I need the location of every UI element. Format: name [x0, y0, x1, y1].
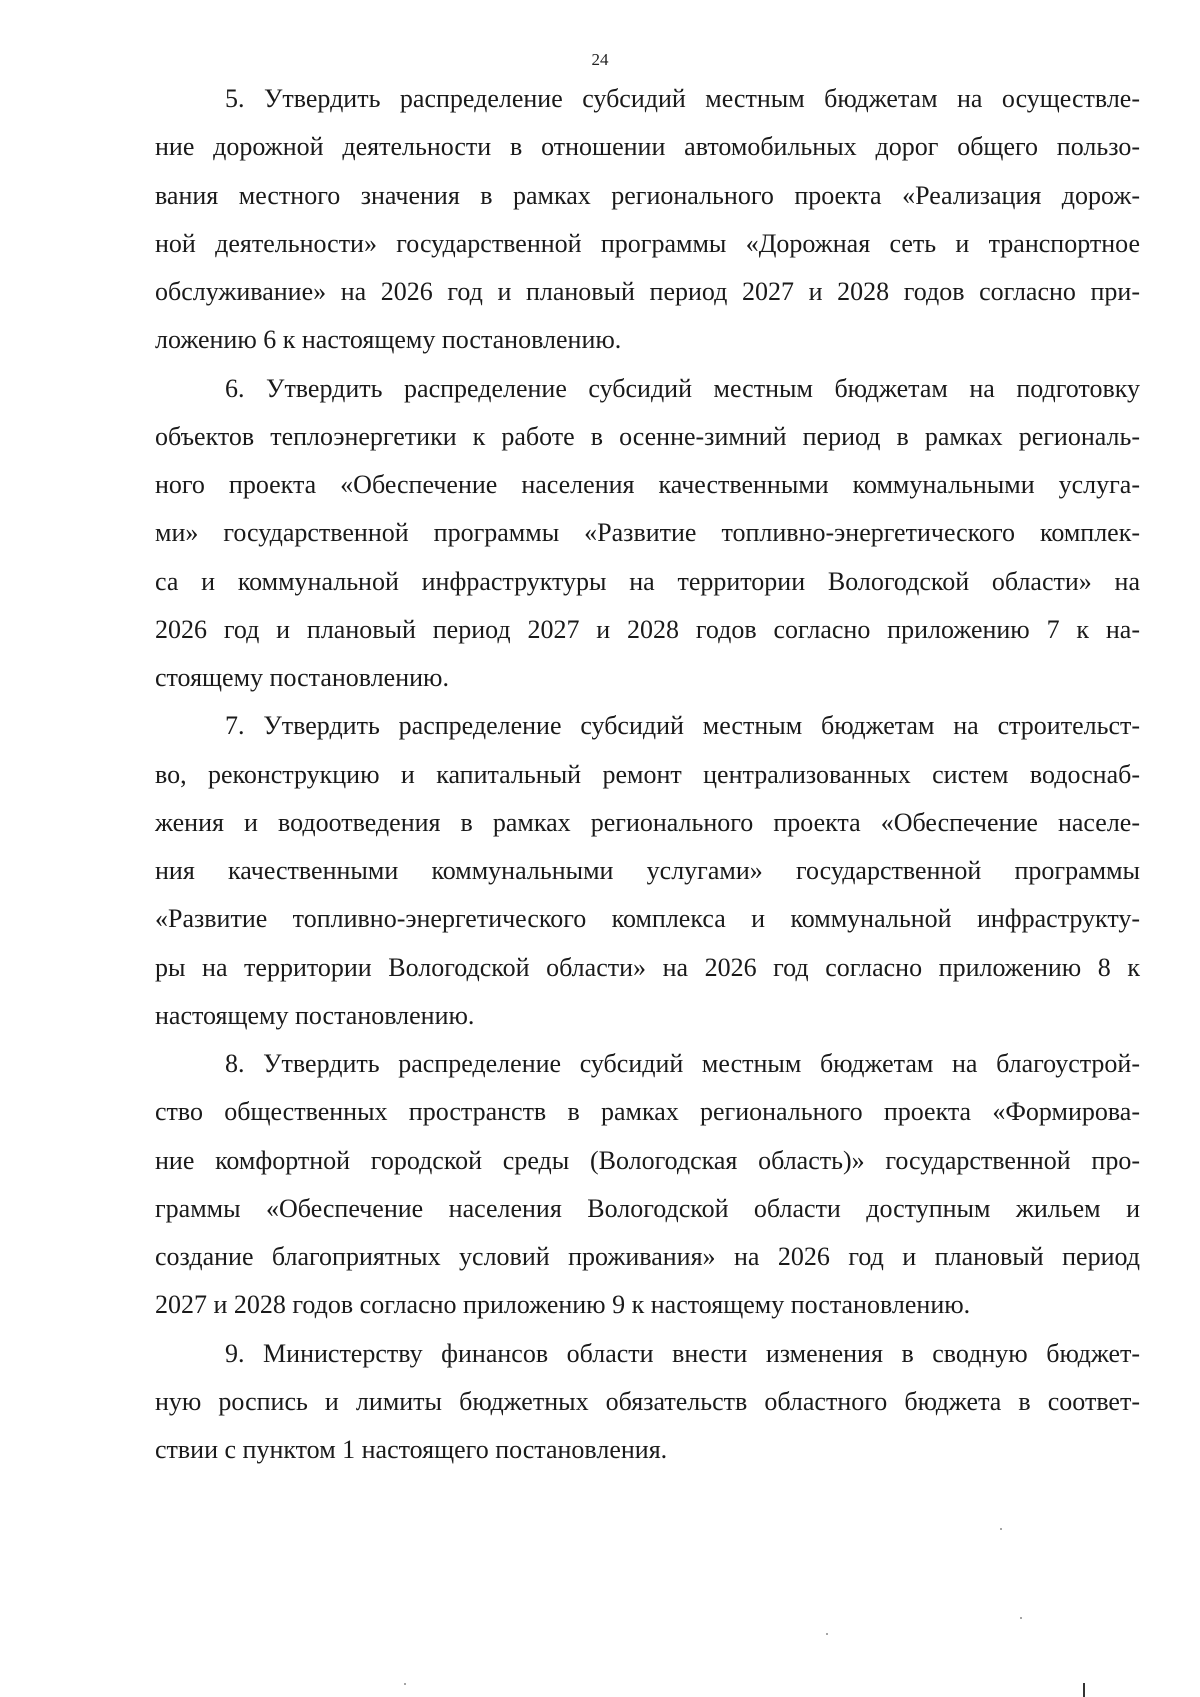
- text-line: вания местного значения в рамках регионального проекта «Реализация дорож-: [155, 180, 1140, 210]
- text-line: жения и водоотведения в рамках регионального проекта «Обеспечение населе-: [155, 807, 1140, 837]
- text-line: 6. Утвердить распределение субсидий местным бюджетам на подготовку: [225, 373, 1140, 403]
- paragraph: [155, 702, 1140, 1040]
- text-line: «Развитие топливно-энергетического комплекса и коммунальной инфраструкту-: [155, 904, 1140, 934]
- text-line: обслуживание» на 2026 год и плановый период 2027 и 2028 годов согласно при-: [155, 277, 1140, 306]
- text-line: ного проекта «Обеспечение населения качественными коммунальными услуга-: [155, 470, 1140, 499]
- text-line: 5. Утвердить распределение субсидий местным бюджетам на осуществле-: [225, 84, 1140, 113]
- scan-speck: [1020, 1617, 1022, 1619]
- text-line: ствии с пунктом 1 настоящего постановления.: [155, 1435, 668, 1464]
- scan-speck: [1000, 1528, 1002, 1530]
- text-line: са и коммунальной инфраструктуры на территории Вологодской области» на: [155, 566, 1140, 596]
- text-line: граммы «Обеспечение населения Вологодской области доступным жильем и: [155, 1193, 1140, 1223]
- text-line: ную роспись и лимиты бюджетных обязательств областного бюджета в соответ-: [155, 1386, 1140, 1416]
- text-line: объектов теплоэнергетики к работе в осенне-зимний период в рамках региональ-: [155, 421, 1140, 451]
- paragraph: [155, 1040, 1140, 1330]
- page-number: 24: [591, 50, 609, 69]
- text-line: настоящему постановлению.: [155, 1000, 475, 1030]
- scan-speck: [826, 1633, 828, 1635]
- text-line: ры на территории Вологодской области» на 2026 год согласно приложению 8 к: [155, 952, 1140, 982]
- paragraph: [155, 75, 1140, 365]
- scan-mark: [1083, 1683, 1085, 1697]
- text-line: ми» государственной программы «Развитие топливно-энергетического комплек-: [155, 518, 1140, 548]
- text-line: 9. Министерству финансов области внести изменения в сводную бюджет-: [225, 1338, 1140, 1368]
- text-line: ния качественными коммунальными услугами» государственной программы: [155, 856, 1140, 885]
- scan-speck: [404, 1683, 406, 1685]
- text-line: стоящему постановлению.: [155, 663, 449, 692]
- text-line: ной деятельности» государственной программы «Дорожная сеть и транспортное: [155, 228, 1140, 258]
- document-body: [155, 75, 1140, 1474]
- text-line: ство общественных пространств в рамках регионального проекта «Формирова-: [155, 1097, 1140, 1127]
- text-line: 2026 год и плановый период 2027 и 2028 годов согласно приложению 7 к на-: [155, 614, 1140, 644]
- text-line: ние дорожной деятельности в отношении автомобильных дорог общего пользо-: [155, 132, 1140, 162]
- text-line: 8. Утвердить распределение субсидий местным бюджетам на благоустрой-: [225, 1049, 1140, 1078]
- paragraph: [155, 1330, 1140, 1475]
- text-line: во, реконструкцию и капитальный ремонт централизованных систем водоснаб-: [155, 759, 1140, 789]
- paragraph: [155, 365, 1140, 703]
- text-line: ние комфортной городской среды (Вологодская область)» государственной про-: [155, 1145, 1140, 1175]
- text-line: создание благоприятных условий проживания» на 2026 год и плановый период: [155, 1242, 1140, 1271]
- text-line: 2027 и 2028 годов согласно приложению 9 к настоящему постановлению.: [155, 1290, 971, 1320]
- text-line: 7. Утвердить распределение субсидий местным бюджетам на строительст-: [225, 711, 1140, 741]
- text-line: ложению 6 к настоящему постановлению.: [155, 325, 622, 355]
